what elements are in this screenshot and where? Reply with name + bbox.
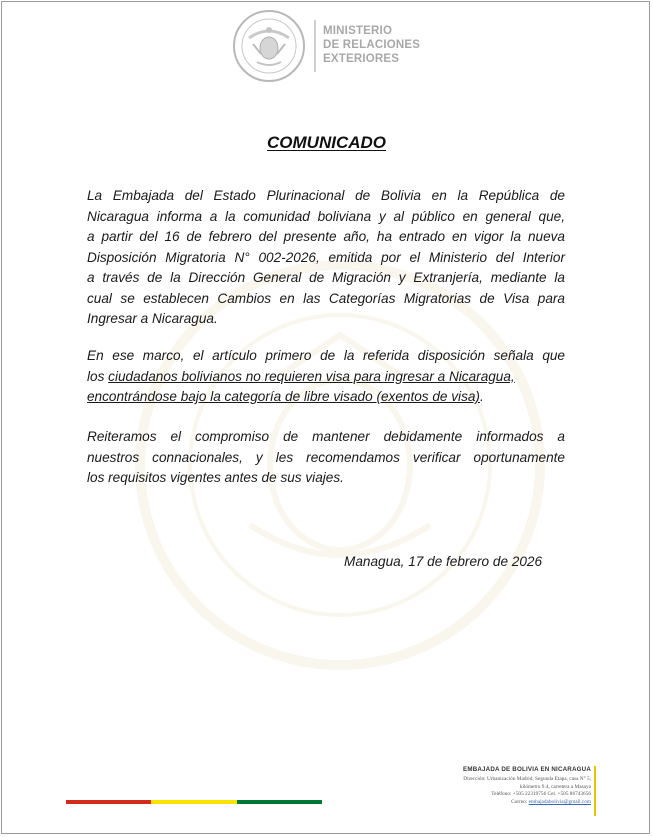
paragraph-line: cual se establecen Cambios en las Categorías Migratorias de Visa para: [87, 290, 565, 306]
flag-color-bars: [66, 800, 322, 804]
underlined-text: encontrándose bajo la categoría de libre visado (exentos de visa): [87, 389, 480, 404]
email-link[interactable]: embajadabolivia@gmail.com: [528, 799, 591, 806]
paragraph-line: los requisitos vigentes antes de sus viajes.: [87, 470, 344, 485]
line-suffix: .: [479, 389, 484, 404]
paragraph-line: [87, 367, 565, 388]
phone-line: Teléfono: +505 22319756 Cel. +505 86743656: [491, 791, 591, 798]
paragraph-visa-exemption: [87, 346, 565, 408]
email-label: Correo:: [511, 799, 529, 806]
paragraph-line: Reiteramos el compromiso de mantener debidamente informados a: [87, 429, 565, 444]
ministry-line-1: MINISTERIO: [323, 25, 393, 37]
embassy-contact-block: [463, 766, 591, 807]
ministry-name: [323, 24, 420, 66]
paragraph-line: En ese marco, el artículo primero de la referida disposición señala que: [87, 348, 565, 363]
address-line: Dirección: Urbanización Madrid, Segunda Etapa, casa N° 5,: [463, 775, 591, 782]
underlined-text: ciudadanos bolivianos no requieren visa para ingresar a Nicaragua,: [108, 368, 515, 384]
address-line: kilómetro 9.4, carretera a Masaya: [519, 783, 591, 790]
paragraph-line: a través de la Dirección General de Migración y Extranjería, mediante la: [87, 270, 565, 285]
paragraph-closing: [87, 427, 565, 489]
dateline: Managua, 17 de febrero de 2026: [344, 554, 543, 569]
coat-of-arms-icon: [231, 8, 307, 84]
flag-bar-yellow: [151, 800, 236, 804]
paragraph-line: Nicaragua informa a la comunidad boliviana y al público en general que,: [87, 208, 565, 224]
document-title: COMUNICADO: [267, 133, 386, 152]
header-divider: [314, 20, 316, 72]
paragraph-line: [87, 387, 565, 408]
paragraph-line: a partir del 16 de febrero del presente año, ha entrado en vigor la nueva: [87, 229, 565, 244]
ministry-line-2: DE RELACIONES: [323, 39, 421, 51]
line-prefix: los: [87, 368, 109, 384]
paragraph-line: Disposición Migratoria N° 002-2026, emitida por el Ministerio del Interior: [87, 249, 565, 265]
paragraph-line: La Embajada del Estado Plurinacional de Bolivia en la República de: [87, 188, 565, 203]
paragraph-line: Ingresar a Nicaragua.: [87, 311, 218, 326]
paragraph-announcement: [87, 186, 565, 330]
flag-bar-green: [237, 800, 322, 804]
page-border: [1, 1, 650, 834]
email-line: [463, 799, 591, 807]
ministry-line-3: EXTERIORES: [323, 53, 400, 65]
footer-rule: [594, 766, 596, 816]
embassy-name: EMBAJADA DE BOLIVIA EN NICARAGUA: [463, 766, 591, 773]
flag-bar-red: [66, 800, 151, 804]
paragraph-line: nuestros connacionales, y les recomendamos verificar oportunamente: [87, 449, 565, 465]
